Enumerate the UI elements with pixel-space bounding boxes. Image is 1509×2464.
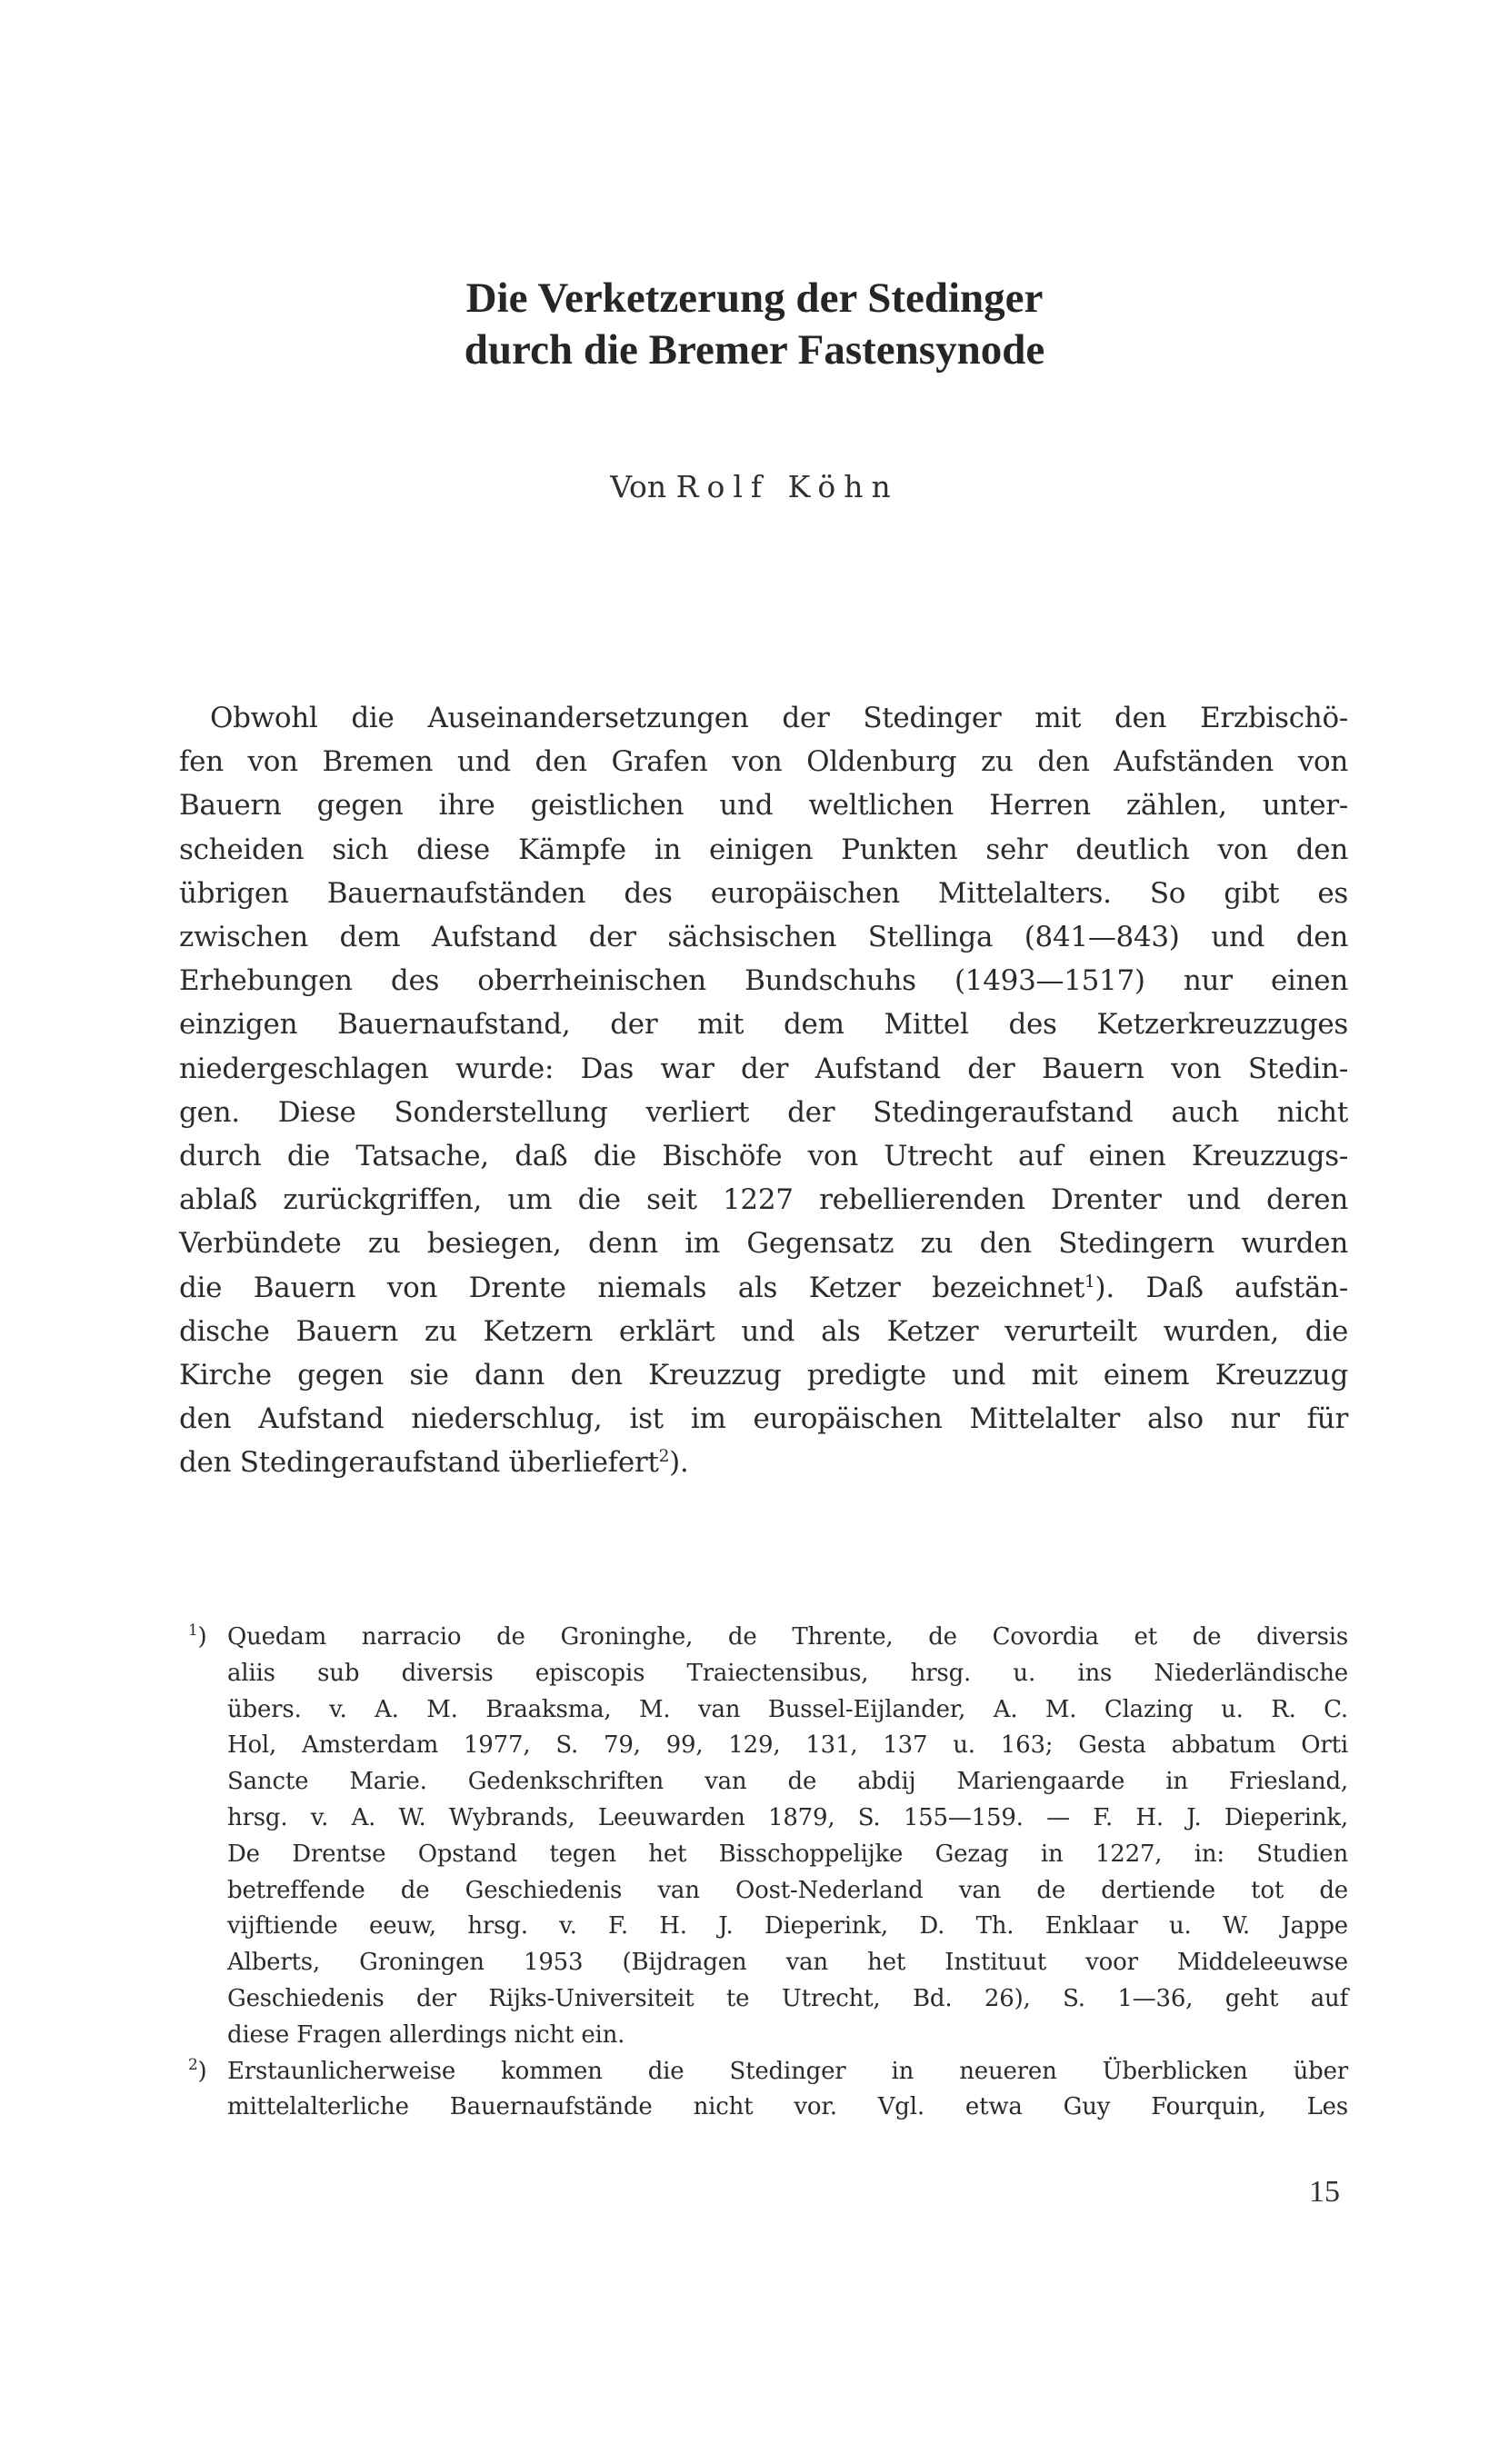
article-title bbox=[0, 273, 1509, 376]
footnote-1 bbox=[179, 1620, 1348, 2054]
body-line: Bauern gegen ihre geistlichen und weltlichen Herren zählen, unter- bbox=[179, 789, 1348, 823]
footnote-line: hrsg. v. A. W. Wybrands, Leeuwarden 1879, S. 155—159. — F. H. J. Dieperink, bbox=[227, 1803, 1348, 1831]
body-line: scheiden sich diese Kämpfe in einigen Punkten sehr deutlich von den bbox=[179, 833, 1348, 866]
footnote-line: aliis sub diversis episcopis Traiectensibus, hrsg. u. ins Niederländische bbox=[227, 1659, 1348, 1687]
body-line-tail: ). Daß aufstän- bbox=[1094, 1271, 1348, 1304]
body-line: übrigen Bauernaufständen des europäischen Mittelalters. So gibt es bbox=[179, 876, 1348, 910]
footnote-line: mittelalterliche Bauernaufstände nicht vor. Vgl. etwa Guy Fourquin, Les bbox=[227, 2093, 1348, 2121]
body-line: Verbündete zu besiegen, denn im Gegensatz zu den Stedingern wurden bbox=[179, 1227, 1348, 1261]
footnote-2 bbox=[179, 2054, 1348, 2127]
footnote-line: Geschiedenis der Rijks-Universiteit te Utrecht, Bd. 26), S. 1—36, geht auf bbox=[227, 1984, 1348, 2012]
body-text bbox=[179, 696, 1348, 1485]
footnote-line: übers. v. A. M. Braaksma, M. van Bussel-Eijlander, A. M. Clazing u. R. C. bbox=[227, 1695, 1348, 1723]
footnote-line: betreffende de Geschiedenis van Oost-Nederland van de dertiende tot de bbox=[227, 1876, 1348, 1904]
footnote-line: De Drentse Opstand tegen het Bisschoppelijke Gezag in 1227, in: Studien bbox=[227, 1840, 1348, 1868]
body-line: einzigen Bauernaufstand, der mit dem Mittel des Ketzerkreuzzuges bbox=[179, 1008, 1348, 1042]
body-line: durch die Tatsache, daß die Bischöfe von Utrecht auf einen Kreuzzugs- bbox=[179, 1140, 1348, 1173]
footnote-line: diese Fragen allerdings nicht ein. bbox=[227, 2020, 625, 2049]
footnote-line: Sancte Marie. Gedenkschriften van de abdij Mariengaarde in Friesland, bbox=[227, 1768, 1348, 1796]
body-line-with-footnote-ref bbox=[179, 1441, 1348, 1484]
footnote-line: Quedam narracio de Groninghe, de Thrente, de Covordia et de diversis bbox=[227, 1623, 1348, 1651]
footnote-line: Hol, Amsterdam 1977, S. 79, 99, 129, 131, 137 u. 163; Gesta abbatum Orti bbox=[227, 1731, 1348, 1760]
body-line: Kirche gegen sie dann den Kreuzzug predigte und mit einem Kreuzzug bbox=[179, 1359, 1348, 1392]
body-line-text: den Stedingeraufstand überliefert bbox=[179, 1446, 659, 1480]
footnote-line: Alberts, Groningen 1953 (Bijdragen van het Instituut voor Middeleeuwse bbox=[227, 1949, 1348, 1977]
author-prefix: Von bbox=[610, 469, 667, 504]
footnote-line: vijftiende eeuw, hrsg. v. F. H. J. Dieperink, D. Th. Enklaar u. W. Jappe bbox=[227, 1912, 1348, 1940]
body-line: niedergeschlagen wurde: Das war der Aufstand der Bauern von Stedin- bbox=[179, 1052, 1348, 1085]
body-line: zwischen dem Aufstand der sächsischen Stellinga (841—843) und den bbox=[179, 921, 1348, 954]
footnote-line: Erstaunlicherweise kommen die Stedinger in neueren Überblicken über bbox=[227, 2057, 1348, 2085]
body-line-tail: ). bbox=[669, 1446, 689, 1480]
body-line: ablaß zurückgriffen, um die seit 1227 rebellierenden Drenter und deren bbox=[179, 1183, 1348, 1217]
body-line: Obwohl die Auseinandersetzungen der Stedinger mit den Erzbischö- bbox=[210, 702, 1348, 734]
author-name: Rolf Köhn bbox=[675, 469, 899, 504]
page-number: 15 bbox=[1309, 2175, 1340, 2209]
body-line: Erhebungen des oberrheinischen Bundschuhs (1493—1517) nur einen bbox=[179, 964, 1348, 998]
footnotes bbox=[179, 1620, 1348, 2126]
title-line-2: durch die Bremer Fastensynode bbox=[464, 326, 1045, 374]
author-byline bbox=[0, 465, 1509, 509]
body-line-with-footnote-ref bbox=[179, 1266, 1348, 1310]
footnote-marker: $^1$) bbox=[188, 1620, 207, 1651]
footnote-ref-2[interactable]: 2 bbox=[658, 1447, 670, 1467]
body-line-text: die Bauern von Drente niemals als Ketzer bezeichnet bbox=[179, 1271, 1084, 1304]
footnote-ref-1[interactable]: 1 bbox=[1084, 1272, 1095, 1292]
body-line: den Aufstand niederschlug, ist im europäischen Mittelalter also nur für bbox=[179, 1402, 1348, 1436]
body-line: dische Bauern zu Ketzern erklärt und als Ketzer verurteilt wurden, die bbox=[179, 1314, 1348, 1348]
body-line: gen. Diese Sonderstellung verliert der Stedingeraufstand auch nicht bbox=[179, 1095, 1348, 1129]
footnote-marker: $^2$) bbox=[188, 2054, 207, 2085]
title-line-1: Die Verketzerung der Stedinger bbox=[465, 274, 1044, 322]
body-line: fen von Bremen und den Grafen von Oldenburg zu den Aufständen von bbox=[179, 745, 1348, 779]
